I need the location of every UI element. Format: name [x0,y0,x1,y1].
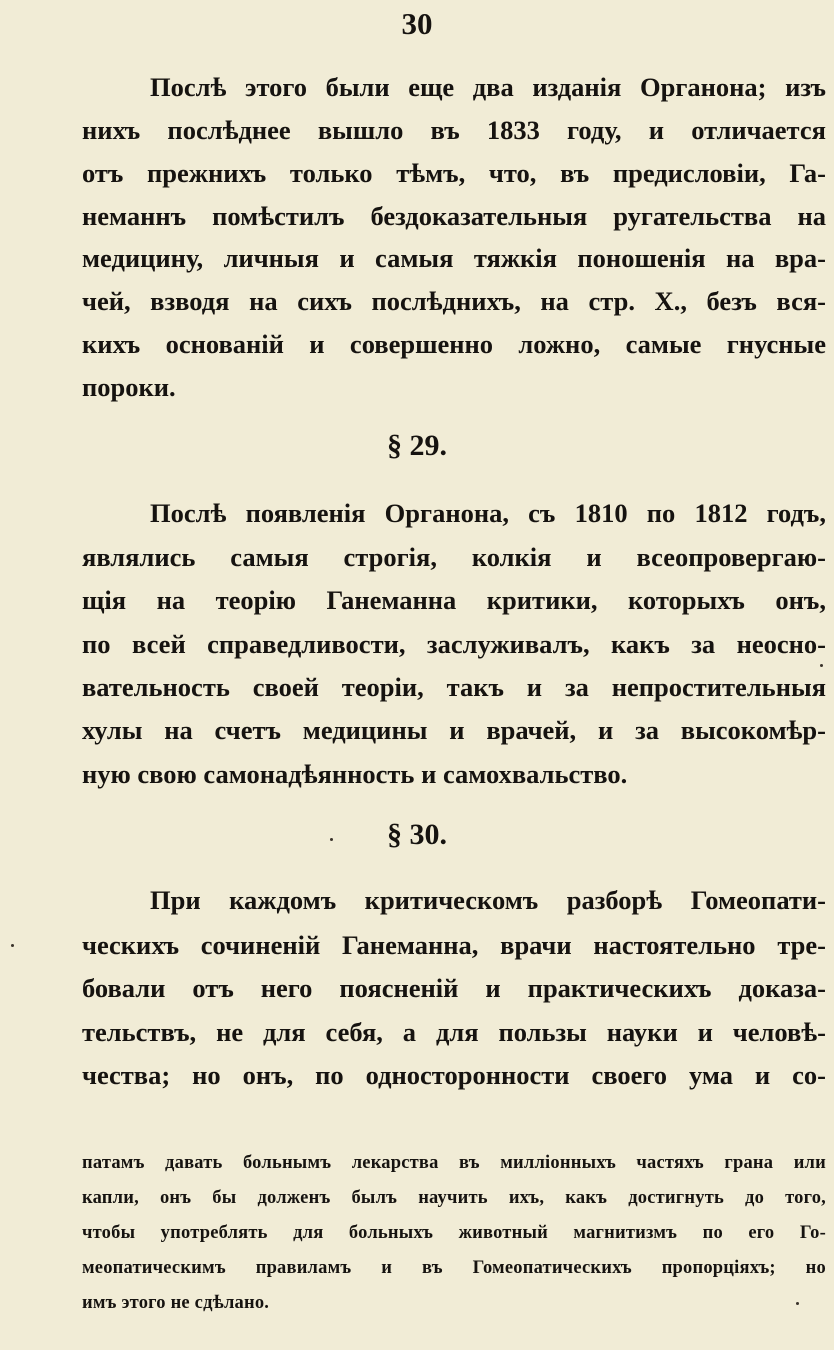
paragraph-1-line: отъ прежнихъ только тѣмъ, что, въ предисловіи, Га- [82,158,826,188]
footnote-line: патамъ давать больнымъ лекарства въ милліонныхъ частяхъ грана или [82,1153,826,1173]
footnote-line: капли, онъ бы долженъ былъ научить ихъ, какъ достигнуть до того, [82,1188,826,1208]
paragraph-2-line: щія на теорію Ганеманна критики, которыхъ онъ, [82,585,826,615]
footnote-line: меопатическимъ правиламъ и въ Гомеопатическихъ пропорціяхъ; но [82,1258,826,1278]
paragraph-1-line: нихъ послѣднее вышло въ 1833 году, и отличается [82,115,826,145]
print-speck [11,944,14,947]
print-speck [820,664,823,667]
paragraph-2-line: хулы на счетъ медицины и врачей, и за высокомѣр- [82,715,826,745]
footnote-line: имъ этого не сдѣлано. [82,1293,270,1313]
paragraph-1-line: неманнъ помѣстилъ бездоказательныя ругательства на [82,201,826,231]
paragraph-2-line: вательность своей теоріи, такъ и за непростительныя [82,672,826,702]
paragraph-1-line: Послѣ этого были еще два изданія Органона; изъ [150,72,826,102]
print-speck [330,838,333,841]
paragraph-2-line: по всей справедливости, заслуживалъ, какъ за неосно- [82,629,826,659]
footnote-line: чтобы употреблять для больныхъ животный магнитизмъ по его Го- [82,1223,826,1243]
paragraph-1-line: кихъ основаній и совершенно ложно, самые гнусные [82,329,826,359]
section-heading-29: § 29. [387,429,447,462]
section-heading-30: § 30. [387,818,447,851]
print-speck [796,1302,799,1305]
paragraph-2-line: Послѣ появленія Органона, съ 1810 по 1812 годъ, [150,498,826,528]
paragraph-1-line: чей, взводя на сихъ послѣднихъ, на стр. X., безъ вся- [82,286,826,316]
paragraph-2-line: являлись самыя строгія, колкія и всеопровергаю- [82,542,826,572]
page-number: 30 [401,6,433,41]
paragraph-3-line: бовали отъ него поясненій и практическихъ доказа- [82,973,826,1003]
paragraph-3-line: тельствъ, не для себя, а для пользы науки и человѣ- [82,1017,826,1047]
paragraph-3-line: ческихъ сочиненій Ганеманна, врачи настоятельно тре- [82,930,826,960]
paragraph-3-line: При каждомъ критическомъ разборѣ Гомеопати- [150,885,826,915]
paragraph-3-line: чества; но онъ, по односторонности своего ума и со- [82,1060,826,1090]
paragraph-1-line: медицину, личныя и самыя тяжкія поношенія на вра- [82,243,826,273]
paragraph-1-line: пороки. [82,372,176,402]
paragraph-2-line: ную свою самонадѣянность и самохвальство. [82,759,628,789]
